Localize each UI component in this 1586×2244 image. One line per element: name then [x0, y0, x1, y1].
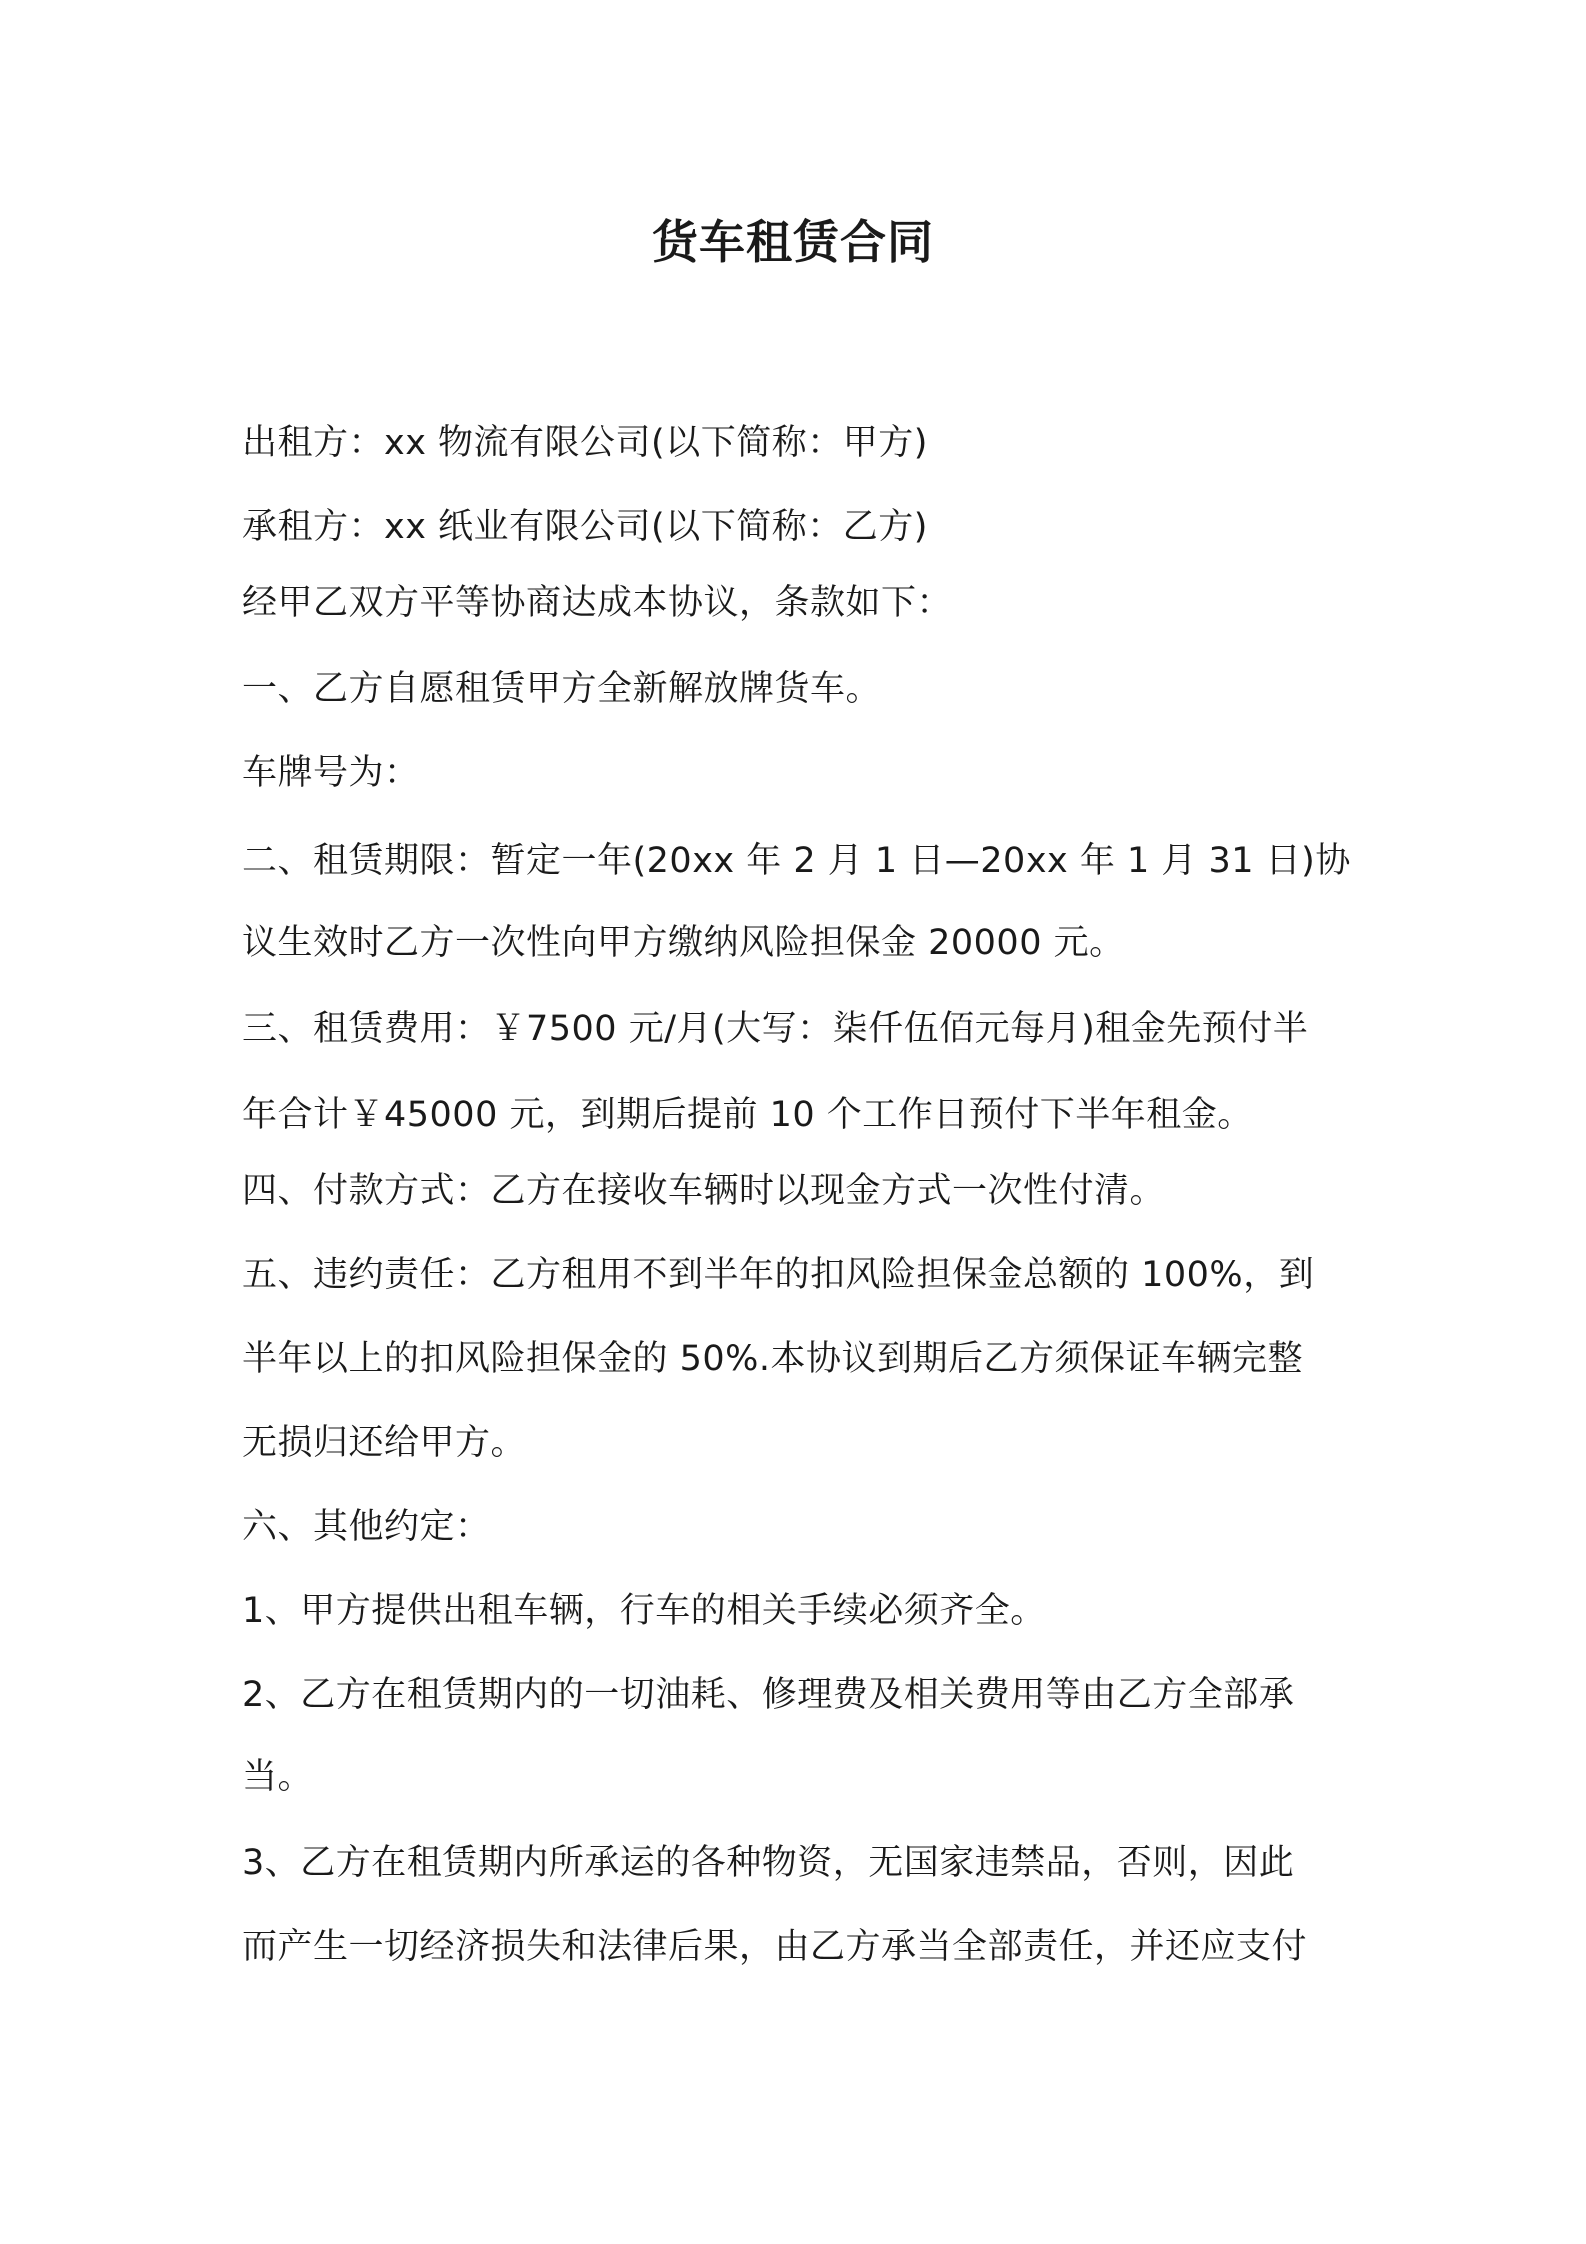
party-lessor-line: 出租方：xx 物流有限公司(以下简称：甲方): [242, 423, 928, 463]
clause-1: 一、乙方自愿租赁甲方全新解放牌货车。: [242, 669, 882, 709]
clause-6-item-3-line-1: 3、乙方在租赁期内所承运的各种物资，无国家违禁品，否则，因此: [242, 1843, 1295, 1883]
agreement-intro: 经甲乙双方平等协商达成本协议，条款如下：: [242, 583, 953, 623]
clause-2-line-2: 议生效时乙方一次性向甲方缴纳风险担保金 20000 元。: [242, 923, 1125, 963]
clause-5-line-3: 无损归还给甲方。: [242, 1423, 527, 1463]
document-title: 货车租赁合同: [652, 215, 934, 269]
plate-number-line: 车牌号为：: [242, 753, 420, 793]
clause-6-item-2-line-1: 2、乙方在租赁期内的一切油耗、修理费及相关费用等由乙方全部承: [242, 1675, 1295, 1715]
clause-3-line-1: 三、租赁费用：￥7500 元/月(大写：柒仟伍佰元每月)租金先预付半: [242, 1009, 1309, 1049]
clause-6-item-2-line-2: 当。: [242, 1757, 314, 1797]
clause-2-line-1: 二、租赁期限：暂定一年(20xx 年 2 月 1 日—20xx 年 1 月 31 日)协: [242, 841, 1351, 881]
clause-6-heading: 六、其他约定：: [242, 1507, 491, 1547]
clause-6-item-3-line-2: 而产生一切经济损失和法律后果，由乙方承当全部责任，并还应支付: [242, 1927, 1308, 1967]
clause-3-line-2: 年合计￥45000 元，到期后提前 10 个工作日预付下半年租金。: [242, 1095, 1253, 1135]
clause-4: 四、付款方式：乙方在接收车辆时以现金方式一次性付清。: [242, 1171, 1166, 1211]
clause-6-item-1: 1、甲方提供出租车辆，行车的相关手续必须齐全。: [242, 1591, 1046, 1631]
party-lessee-line: 承租方：xx 纸业有限公司(以下简称：乙方): [242, 507, 928, 547]
clause-5-line-2: 半年以上的扣风险担保金的 50%.本协议到期后乙方须保证车辆完整: [242, 1339, 1304, 1379]
clause-5-line-1: 五、违约责任：乙方租用不到半年的扣风险担保金总额的 100%，到: [242, 1255, 1315, 1295]
